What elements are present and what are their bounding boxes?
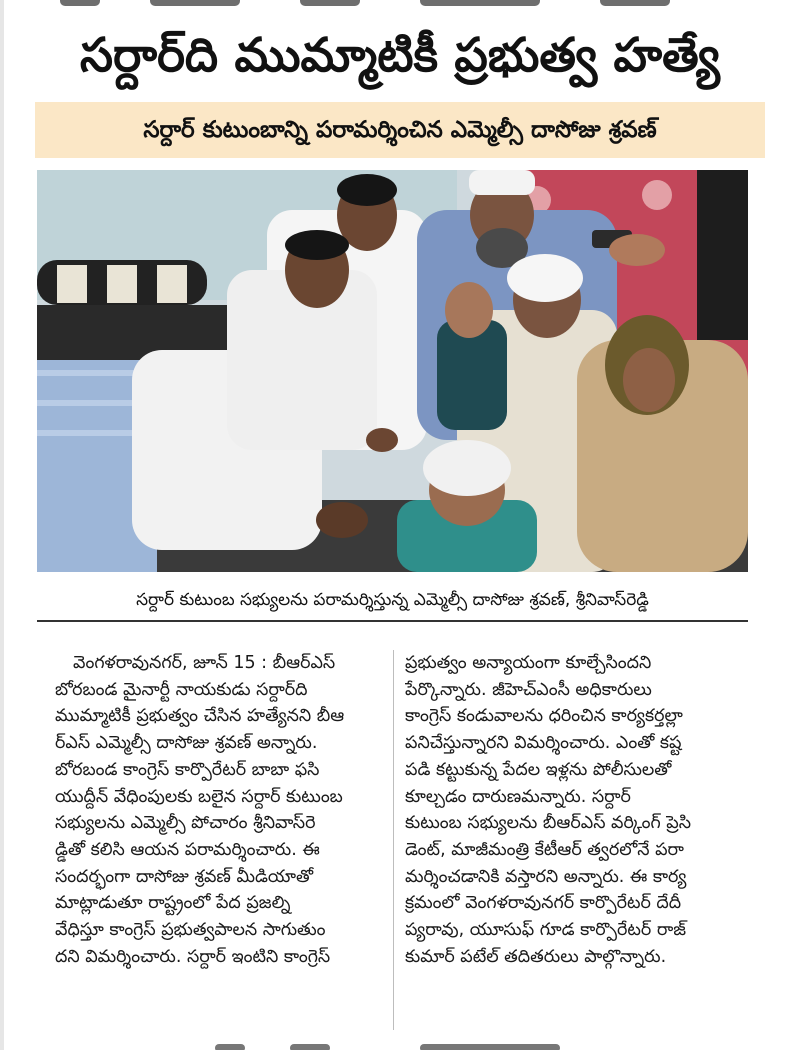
clipped-next-article-strip <box>0 1040 800 1050</box>
body-line: పనిచేస్తున్నారని విమర్శించారు. ఎంతో కష్ట <box>405 733 682 754</box>
body-line: ర్ఎస్ ఎమ్మెల్సీ దాసోజు శ్రవణ్ అన్నారు. <box>55 733 318 754</box>
body-line: కాంగ్రెస్ కండువాలను ధరించిన కార్యకర్తల్లా <box>405 706 683 727</box>
news-photo <box>37 170 748 572</box>
body-line: వేధిస్తూ కాంగ్రెస్ ప్రభుత్వపాలన సాగుతుం <box>55 920 326 941</box>
body-line: సందర్భంగా దాసోజు శ్రవణ్ మీడియాతో <box>55 866 314 887</box>
body-line: కుటుంబ సభ్యులను బీఆర్ఎస్ వర్కింగ్ ప్రెసి <box>405 813 692 834</box>
page-edge-shadow <box>0 0 4 1050</box>
body-line: క్రమంలో వెంగళరావునగర్ కార్పొరేటర్ దేదీ <box>405 893 682 914</box>
body-line: మర్శించడానికి వస్తారని అన్నారు. ఈ కార్య <box>405 866 687 887</box>
article-body-column-1 <box>55 650 388 1030</box>
body-line: ముమ్మాటికీ ప్రభుత్వం చేసిన హత్యేనని బీఆ <box>55 706 345 727</box>
body-line: ప్యరావు, యూసుఫ్ గూడ కార్పొరేటర్ రాజ్ <box>405 920 687 941</box>
body-line: బోరబండ కాంగ్రెస్ కార్పొరేటర్ బాబా ఫసి <box>55 759 320 780</box>
body-line: దని విమర్శించారు. సర్దార్ ఇంటిని కాంగ్రెస్ <box>55 946 331 967</box>
body-line: వెంగళరావునగర్, జూన్ 15 : బీఆర్ఎస్ <box>73 653 336 673</box>
article-subheadline: సర్దార్ కుటుంబాన్ని పరామర్శించిన ఎమ్మెల్సీ దాసోజు శ్రవణ్ <box>35 102 765 158</box>
clipped-previous-article-strip <box>0 0 800 10</box>
body-line: పేర్కొన్నారు. జీహెచ్ఎంసీ అధికారులు <box>405 679 652 700</box>
body-line: డ్డితో కలిసి ఆయన పరామర్శించారు. ఈ <box>55 839 320 860</box>
body-line: బోరబండ మైనార్టీ నాయకుడు సర్దార్‌ది <box>55 679 308 700</box>
body-line: పడి కట్టుకున్న పేదల ఇళ్లను పోలీసులతో <box>405 759 672 780</box>
body-line: కూల్చడం దారుణమన్నారు. సర్దార్ <box>405 786 631 807</box>
article-body-column-2 <box>405 650 738 1030</box>
column-divider <box>393 650 394 1030</box>
photo-caption: సర్దార్ కుటుంబ సభ్యులను పరామర్శిస్తున్న ఎమ్మెల్సీ దాసోజు శ్రవణ్, శ్రీనివాస్‌రెడ్డి <box>37 580 748 622</box>
body-line: కుమార్ పటేల్ తదితరులు పాల్గొన్నారు. <box>405 946 667 967</box>
body-line: మాట్లాడుతూ రాష్ట్రంలో పేద ప్రజల్ని <box>55 893 291 914</box>
body-line: డెంట్, మాజీమంత్రి కేటీఆర్ త్వరలోనే పరా <box>405 839 684 860</box>
article-headline: సర్దార్‌ది ముమ్మాటికీ ప్రభుత్వ హత్యే <box>80 28 720 83</box>
body-line: యుద్దీన్ వేధింపులకు బలైన సర్దార్ కుటుంబ <box>55 786 343 807</box>
body-line: సభ్యులను ఎమ్మెల్సీ పోచారం శ్రీనివాస్‌రె <box>55 813 316 834</box>
body-line: ప్రభుత్వం అన్యాయంగా కూల్చేసిందని <box>405 653 652 673</box>
